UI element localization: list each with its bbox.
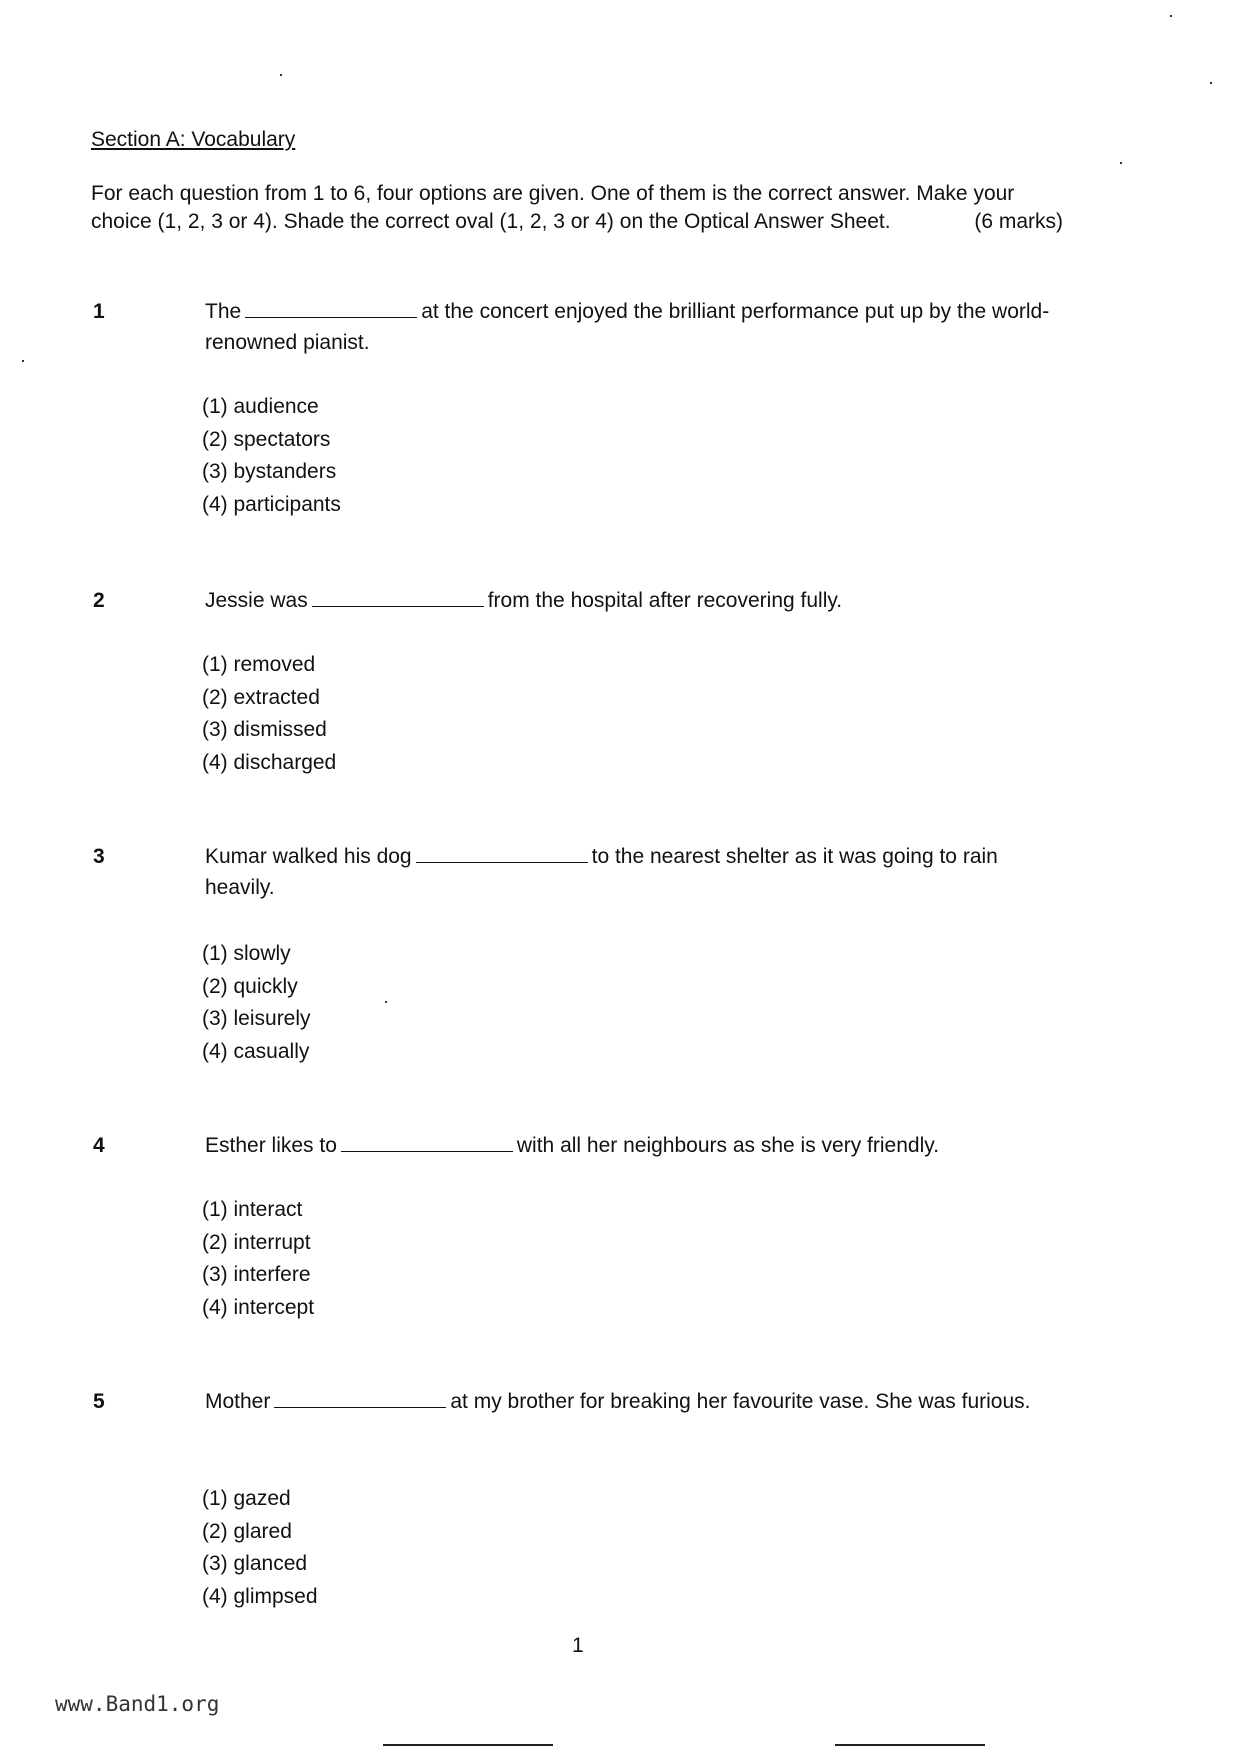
option-2: (2) extracted xyxy=(202,685,320,709)
question-text-after: from the hospital after recovering fully. xyxy=(487,589,843,612)
answer-blank xyxy=(245,299,417,318)
question-number: 1 xyxy=(93,300,105,323)
question-text-before: Jessie was xyxy=(205,589,308,612)
question-text-after: to the nearest shelter as it was going to rain heavily. xyxy=(205,845,998,899)
option-3: (3) glanced xyxy=(202,1552,308,1575)
question-number: 2 xyxy=(93,589,105,612)
question-text xyxy=(205,841,1065,903)
option-1: (1) interact xyxy=(202,1198,303,1221)
page-number: 1 xyxy=(572,1634,584,1657)
option-2: (2) quickly xyxy=(202,974,298,998)
option-3: (3) bystanders xyxy=(202,460,337,483)
scan-speck xyxy=(22,360,24,362)
option-4: (4) participants xyxy=(202,492,341,516)
option-2: (2) interrupt xyxy=(202,1230,311,1254)
option-1: (1) removed xyxy=(202,653,316,676)
question-text-before: Esther likes to xyxy=(205,1134,337,1157)
scan-speck xyxy=(1210,82,1212,84)
question-text-before: Kumar walked his dog xyxy=(205,845,412,868)
section-title: Section A: Vocabulary xyxy=(91,128,296,151)
option-3: (3) leisurely xyxy=(202,1007,311,1030)
answer-blank xyxy=(341,1133,513,1152)
question-text xyxy=(205,1386,1065,1417)
question-text xyxy=(205,296,1065,358)
answer-blank xyxy=(416,844,588,863)
question-text-before: Mother xyxy=(205,1390,271,1413)
option-4: (4) glimpsed xyxy=(202,1584,318,1608)
option-1: (1) slowly xyxy=(202,942,291,965)
scan-speck xyxy=(1170,15,1172,17)
question-text-after: at my brother for breaking her favourite vase. She was furious. xyxy=(450,1390,1031,1413)
scan-speck xyxy=(1120,162,1122,164)
answer-blank xyxy=(312,588,484,607)
option-1: (1) gazed xyxy=(202,1487,291,1510)
question-text-before: The xyxy=(205,300,242,323)
question-number: 4 xyxy=(93,1134,105,1157)
option-3: (3) interfere xyxy=(202,1263,311,1286)
question-text-after: with all her neighbours as she is very friendly. xyxy=(516,1134,940,1157)
scan-speck xyxy=(385,1001,387,1003)
scan-artifact-line xyxy=(835,1744,985,1746)
option-2: (2) glared xyxy=(202,1519,292,1543)
question-number: 3 xyxy=(93,845,105,868)
question-number: 5 xyxy=(93,1390,105,1413)
marks: (6 marks) xyxy=(974,210,1063,233)
options-list xyxy=(202,1194,314,1324)
question-text-after: at the concert enjoyed the brilliant performance put up by the world-renowned pianist. xyxy=(205,300,1050,354)
answer-blank xyxy=(274,1389,446,1408)
scan-speck xyxy=(280,74,282,76)
scan-artifact-line xyxy=(383,1744,553,1746)
options-list xyxy=(202,938,311,1068)
options-list xyxy=(202,1483,318,1613)
option-4: (4) discharged xyxy=(202,750,337,774)
question-text xyxy=(205,585,1065,616)
instructions xyxy=(91,180,1063,236)
options-list xyxy=(202,649,336,779)
option-4: (4) casually xyxy=(202,1039,310,1063)
option-3: (3) dismissed xyxy=(202,718,327,741)
options-list xyxy=(202,391,341,521)
option-4: (4) intercept xyxy=(202,1295,315,1319)
question-text xyxy=(205,1130,1065,1161)
option-1: (1) audience xyxy=(202,395,319,418)
footer-watermark: www.Band1.org xyxy=(55,1692,220,1716)
option-2: (2) spectators xyxy=(202,427,331,451)
instructions-text: For each question from 1 to 6, four options are given. One of them is the correct answer. Make your choice (1, 2, 3 or 4). Shade the correct oval (1, 2, 3 or 4) on the Optical Answer Sheet. xyxy=(91,182,1015,233)
